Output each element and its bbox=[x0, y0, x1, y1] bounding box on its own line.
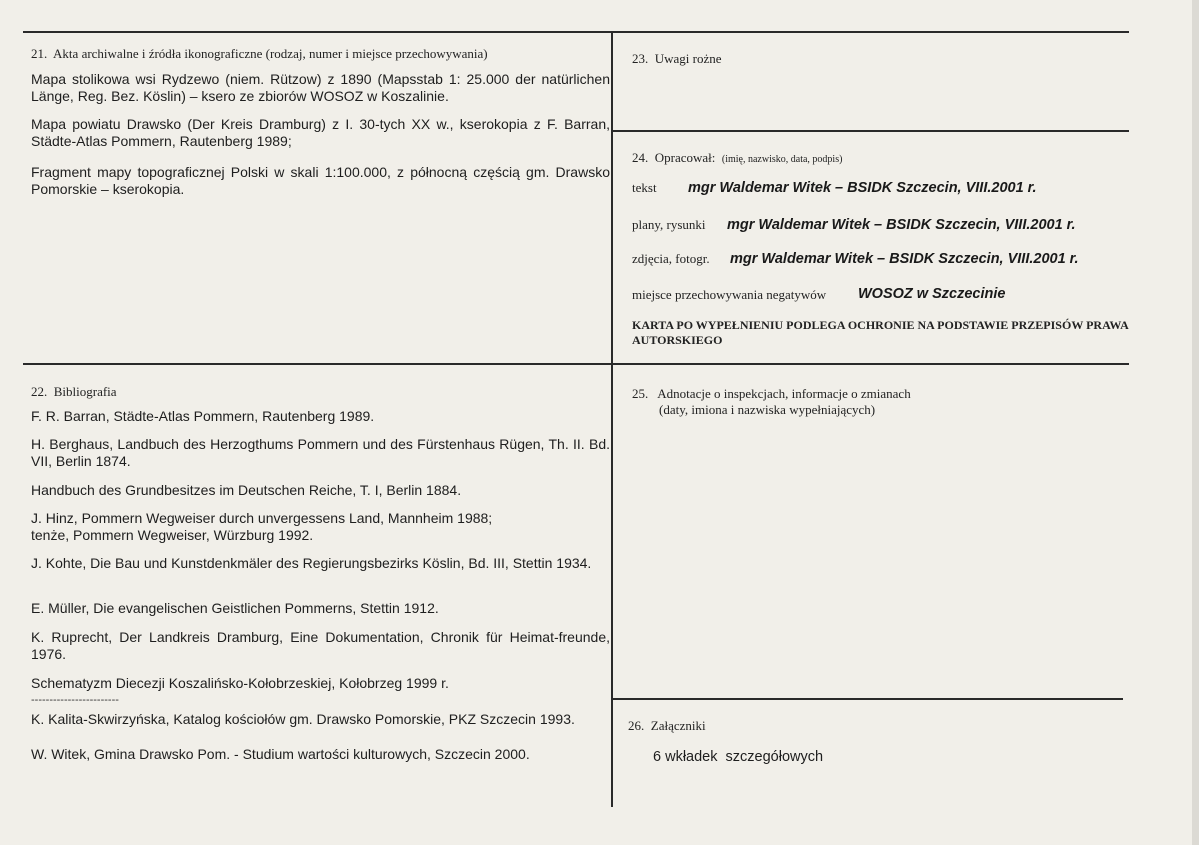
attachments-value: 6 wkładek szczegółowych bbox=[653, 749, 824, 765]
bibliography-separator: ------------------------ bbox=[31, 694, 119, 706]
tekst-value: mgr Waldemar Witek – BSIDK Szczecin, VIII.2001 r. bbox=[688, 180, 1037, 196]
section-23-title: Uwagi rożne bbox=[654, 51, 722, 66]
section-25-title: Adnotacje o inspekcjach, informacje o zmianach bbox=[657, 386, 911, 401]
vertical-divider bbox=[611, 31, 613, 807]
bibliography-entry: Schematyzm Diecezji Koszalińsko-Kołobrzeskiej, Kołobrzeg 1999 r. bbox=[31, 675, 449, 691]
section-23-number: 23. bbox=[632, 51, 649, 66]
rule-23-24 bbox=[613, 130, 1129, 132]
section-21-heading bbox=[31, 46, 488, 62]
bibliography-entry: H. Berghaus, Landbuch des Herzogthums Pommern und des Fürstenhaus Rügen, Th. II. Bd. VII, Berlin 1874. bbox=[31, 436, 610, 469]
section-23-heading bbox=[632, 51, 722, 67]
zdjecia-value: mgr Waldemar Witek – BSIDK Szczecin, VIII.2001 r. bbox=[730, 251, 1079, 267]
card-edge bbox=[1192, 0, 1199, 845]
section-24-title: Opracował: bbox=[654, 150, 716, 165]
rule-25-26 bbox=[613, 698, 1123, 700]
bibliography-entry: J. Hinz, Pommern Wegweiser durch unvergessens Land, Mannheim 1988; bbox=[31, 510, 493, 526]
miejsce-label: miejsce przechowywania negatywów bbox=[632, 287, 827, 302]
section-26-title: Załączniki bbox=[650, 718, 706, 733]
section-24-number: 24. bbox=[632, 150, 649, 165]
section-21-entry: Mapa powiatu Drawsko (Der Kreis Dramburg) z I. 30-tych XX w., kserokopia z F. Barran, Städte-Atlas Pommern, Rautenberg 1989; bbox=[31, 116, 610, 149]
bibliography-entry: J. Kohte, Die Bau und Kunstdenkmäler des Regierungsbezirks Köslin, Bd. III, Stettin 1934. bbox=[31, 555, 592, 571]
section-26-heading bbox=[628, 718, 706, 734]
section-21-number: 21. bbox=[31, 46, 48, 61]
bibliography-entry: E. Müller, Die evangelischen Geistlichen Pommerns, Stettin 1912. bbox=[31, 600, 439, 616]
tekst-label: tekst bbox=[632, 180, 657, 195]
copyright-notice: KARTA PO WYPEŁNIENIU PODLEGA OCHRONIE NA PODSTAWIE PRZEPISÓW PRAWA AUTORSKIEGO bbox=[632, 318, 1129, 347]
section-25-number: 25. bbox=[632, 386, 649, 401]
section-22-title: Bibliografia bbox=[53, 384, 117, 399]
section-21-entry: Fragment mapy topograficznej Polski w skali 1:100.000, z północną częścią gm. Drawsko Pomorskie – kserokopia. bbox=[31, 164, 610, 197]
section-21-entry: Mapa stolikowa wsi Rydzewo (niem. Rützow) z 1890 (Mapsstab 1: 25.000 der natürlichen Länge, Reg. Bez. Köslin) – ksero ze zbiorów WOSOZ w Koszalinie. bbox=[31, 71, 610, 104]
plany-value: mgr Waldemar Witek – BSIDK Szczecin, VIII.2001 r. bbox=[727, 217, 1076, 233]
section-25-subtitle: (daty, imiona i nazwiska wypełniających) bbox=[659, 402, 876, 417]
miejsce-value: WOSOZ w Szczecinie bbox=[858, 286, 1006, 302]
section-26-number: 26. bbox=[628, 718, 645, 733]
section-22-heading bbox=[31, 384, 117, 400]
top-rule bbox=[23, 31, 1129, 33]
section-25-heading bbox=[632, 386, 911, 402]
middle-rule bbox=[23, 363, 1129, 365]
section-24-subtitle: (imię, nazwisko, data, podpis) bbox=[721, 154, 843, 165]
bibliography-entry: Handbuch des Grundbesitzes im Deutschen Reiche, T. I, Berlin 1884. bbox=[31, 482, 462, 498]
section-24-heading bbox=[632, 150, 842, 166]
plany-label: plany, rysunki bbox=[632, 217, 706, 232]
bibliography-entry: K. Kalita-Skwirzyńska, Katalog kościołów gm. Drawsko Pomorskie, PKZ Szczecin 1993. bbox=[31, 711, 575, 727]
bibliography-entry: F. R. Barran, Städte-Atlas Pommern, Rautenberg 1989. bbox=[31, 408, 375, 424]
section-22-number: 22. bbox=[31, 384, 48, 399]
section-21-title: Akta archiwalne i źródła ikonograficzne (rodzaj, numer i miejsce przechowywania) bbox=[53, 46, 488, 61]
zdjecia-label: zdjęcia, fotogr. bbox=[632, 251, 710, 266]
bibliography-entry: K. Ruprecht, Der Landkreis Dramburg, Eine Dokumentation, Chronik für Heimat-freunde, 1976. bbox=[31, 629, 610, 662]
bibliography-entry: tenże, Pommern Wegweiser, Würzburg 1992. bbox=[31, 527, 314, 543]
bibliography-entry: W. Witek, Gmina Drawsko Pom. - Studium wartości kulturowych, Szczecin 2000. bbox=[31, 746, 530, 762]
